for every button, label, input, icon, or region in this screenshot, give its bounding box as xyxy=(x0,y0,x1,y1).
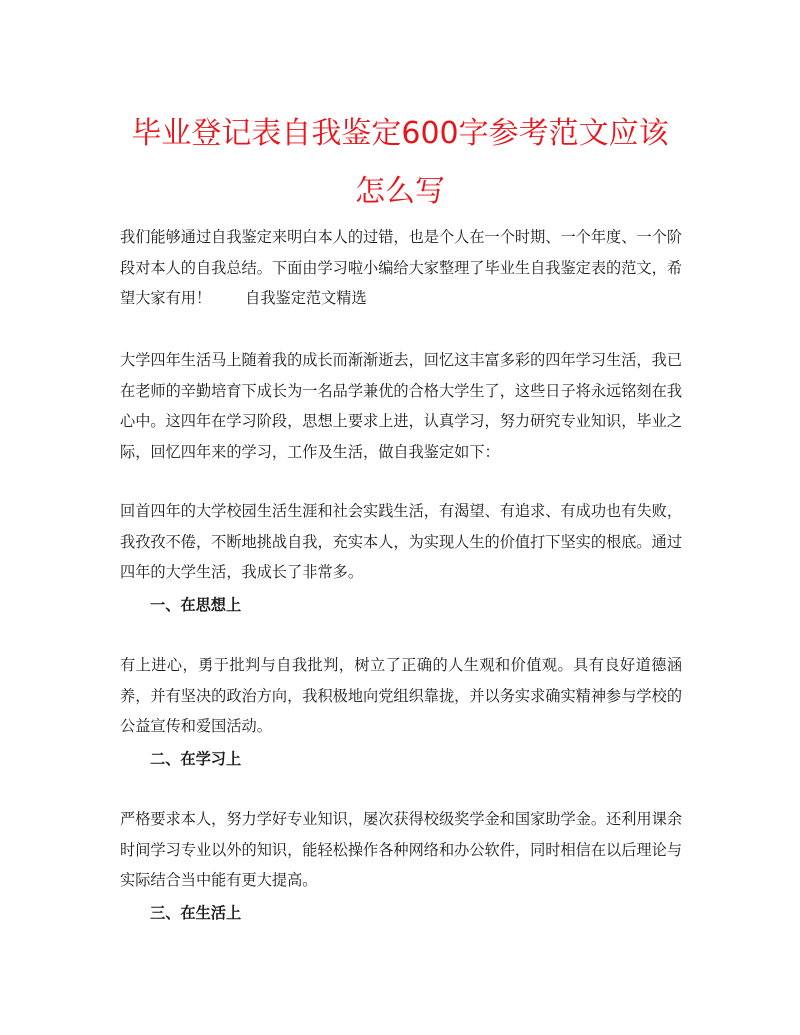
document-title-line1: 毕业登记表自我鉴定600字参考范文应该 xyxy=(131,116,669,151)
paragraph-2: 回首四年的大学校园生活生涯和社会实践生活，有渴望、有追求、有成功也有失败，我孜孜不倦，不断地挑战自我，充实本人，为实现人生的价值打下坚实的根底。通过四年的大学生活，我成长了非常多。 xyxy=(120,502,682,581)
intro-tail-text: 自我鉴定范文精选 xyxy=(245,289,367,307)
document-title-line2: 怎么写 xyxy=(355,174,445,209)
intro-text: 我们能够通过自我鉴定来明白本人的过错，也是个人在一个时期、一个年度、一个阶段对本人的自我总结。下面由学习啦小编给大家整理了毕业生自我鉴定表的范文，希望大家有用！ xyxy=(120,228,682,307)
section-heading-1: 一、在思想上 xyxy=(150,596,242,614)
paragraph-1: 大学四年生活马上随着我的成长而渐渐逝去，回忆这丰富多彩的四年学习生活，我已在老师的辛勤培育下成长为一名品学兼优的合格大学生了，这些日子将永远铭刻在我心中。这四年在学习阶段，思想上要求上进，认真学习，努力研究专业知识，毕业之际，回忆四年来的学习，工作及生活，做自我鉴定如下： xyxy=(120,351,682,461)
section-heading-2: 二、在学习上 xyxy=(150,750,242,768)
intro-paragraph xyxy=(120,222,682,314)
section-heading-3: 三、在生活上 xyxy=(150,904,242,922)
paragraph-3: 有上进心，勇于批判与自我批判，树立了正确的人生观和价值观。具有良好道德涵养，并有坚决的政治方向，我积极地向党组织靠拢，并以务实求确实精神参与学校的公益宣传和爱国活动。 xyxy=(120,656,682,735)
paragraph-4: 严格要求本人，努力学好专业知识，屡次获得校级奖学金和国家助学金。还利用课余时间学习专业以外的知识，能轻松操作各种网络和办公软件，同时相信在以后理论与实际结合当中能有更大提高。 xyxy=(120,810,682,889)
